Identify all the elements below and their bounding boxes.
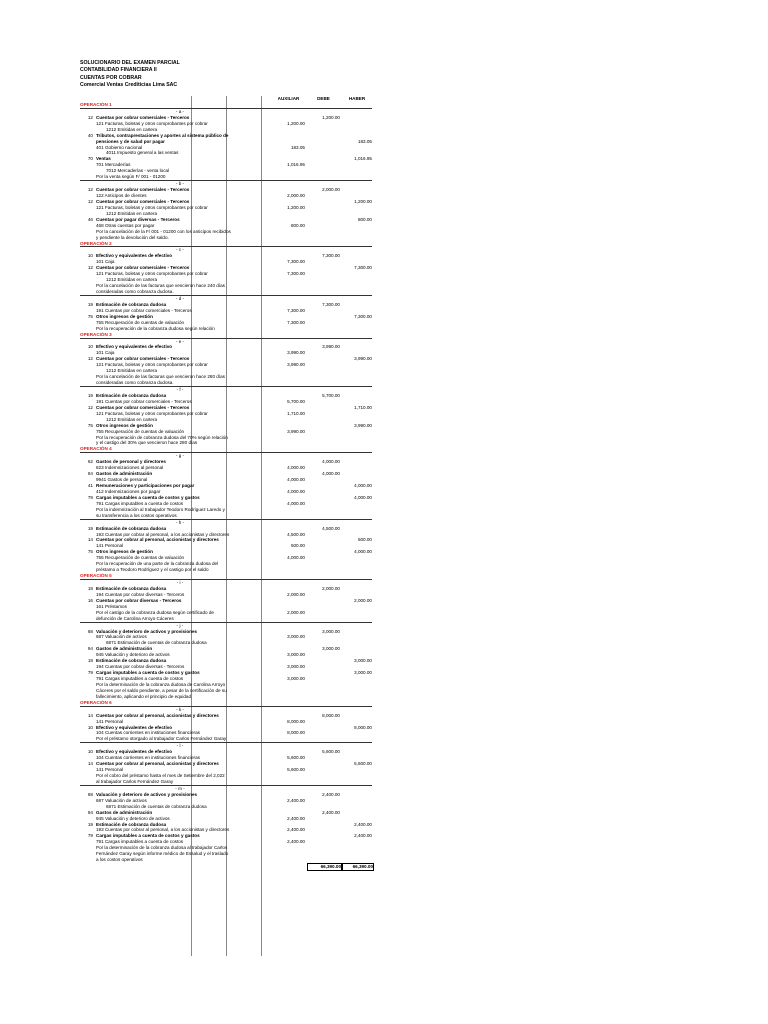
auxiliar-amount: 1,016.95	[287, 162, 305, 168]
auxiliar-amount: 5,700.00	[287, 398, 305, 404]
entry-description: Cargas imputables a cuenta de costos y gastos	[96, 494, 200, 500]
entry-description: 1212 Emitidas en cartera	[106, 126, 158, 132]
entry-description: préstamo a Teodoro Rodríguez y el castigo por el saldo	[96, 567, 209, 573]
header-title: SOLUCIONARIO DEL EXAMEN PARCIAL	[80, 60, 180, 66]
entry-description: 121 Facturas, boletas y otros comprobantes por cobrar	[96, 362, 208, 368]
entry-description: 755 Recuperación de cuentas de valuación	[96, 428, 185, 434]
debe-amount: 2,400.00	[322, 791, 340, 797]
entry-description: 755 Recuperación de cuentas de valuación	[96, 319, 185, 325]
account-code: 46	[87, 216, 93, 222]
entry-description: Gastos de administración	[96, 646, 153, 652]
auxiliar-amount: 800.00	[290, 222, 305, 228]
entry-description: Por el cobro del préstamo hasta el mes de Setiembre del 2,022	[96, 773, 225, 778]
account-code: 79	[87, 670, 93, 676]
entry-description: Cuentas por cobrar al personal, accionistas y directores	[96, 712, 219, 718]
entry-description: 791 Cargas imputables a cuenta de costos	[96, 500, 184, 506]
account-code: 75	[87, 422, 93, 428]
auxiliar-amount: 2,000.00	[287, 609, 305, 615]
entry-description: OPERACIÓN 4	[80, 446, 112, 452]
auxiliar-amount: 1,200.00	[287, 120, 305, 126]
entry-description: 194 Cuentas por cobrar diversas - Terceros	[96, 591, 185, 597]
entry-description: - l -	[176, 743, 184, 749]
entry-description: y pendiente la devolución del saldo.	[96, 234, 169, 240]
entry-marker	[80, 579, 372, 586]
account-code: 70	[87, 156, 93, 162]
entry-description: 401 Gobierno nacional	[96, 144, 143, 150]
debe-amount: 8,000.00	[322, 712, 340, 718]
entry-description: Cargas imputables a cuenta de costos y gastos	[96, 670, 200, 676]
entry-description: 4011 Impuesto general a las ventas	[106, 150, 179, 156]
entry-description: 687 Valuación de activos	[96, 634, 147, 640]
account-code: 94	[87, 471, 93, 477]
col-auxiliar-heading: AUXILIAR	[277, 96, 300, 101]
debe-amount: 3,990.00	[322, 344, 340, 350]
debe-amount: 7,300.00	[322, 253, 340, 259]
account-code: 19	[87, 821, 93, 827]
entry-description: - f -	[176, 387, 184, 392]
auxiliar-amount: 4,000.00	[287, 500, 305, 506]
entry-description: Por la cancelación de la F/ 001 - 01200 con los anticipos recibidos	[96, 228, 231, 234]
auxiliar-amount: 2,400.00	[287, 839, 305, 845]
entry-description: 121 Facturas, boletas y otros comprobantes por cobrar	[96, 120, 208, 126]
auxiliar-amount: 2,000.00	[287, 193, 305, 198]
auxiliar-amount: 3,000.00	[287, 664, 305, 670]
entry-description: Cuentas por cobrar al personal, accionistas y directores	[96, 761, 219, 767]
entry-description: Por la determinación de la cobranza dudosa al trabajador Carlos	[96, 845, 228, 851]
account-code: 19	[87, 658, 93, 664]
account-code: 12	[87, 404, 93, 410]
entry-description: Cuentas por cobrar comerciales - Terceros	[96, 187, 190, 193]
auxiliar-amount: 2,400.00	[287, 827, 305, 833]
entry-description: Ventas	[96, 156, 111, 162]
account-code: 12	[87, 265, 93, 271]
entry-description: - b -	[175, 181, 185, 187]
entry-description: consideradas como cobranza dudosa.	[96, 289, 174, 294]
auxiliar-amount: 3,990.00	[287, 362, 305, 368]
entry-description: Cuentas por cobrar comerciales - Terceros	[96, 114, 190, 120]
auxiliar-amount: 1,710.00	[287, 410, 305, 416]
entry-description: 193 Cuentas por cobrar al personal, a los accionistas y directores	[96, 827, 230, 833]
entry-description: Gastos de personal y directores	[96, 459, 166, 465]
account-code: 10	[87, 749, 93, 755]
account-code: 16	[87, 597, 93, 603]
entry-marker	[80, 519, 372, 526]
account-code: 12	[87, 187, 93, 193]
haber-total: 66,390.00	[342, 863, 374, 871]
haber-amount: 800.00	[357, 216, 372, 222]
entry-description: 122 Anticipos de clientes	[96, 193, 147, 198]
debe-amount: 3,000.00	[322, 646, 340, 652]
haber-amount: 7,300.00	[354, 313, 372, 319]
entry-description: 161 Préstamos	[96, 603, 127, 609]
haber-amount: 3,990.00	[354, 356, 372, 362]
entry-marker	[80, 108, 372, 115]
entry-description: Otros ingresos de gestión	[96, 422, 153, 428]
entry-description: Cuentas por cobrar al personal, accionistas y directores	[96, 537, 219, 543]
entry-description: 7012 Mercaderías - venta local	[106, 168, 170, 174]
haber-amount: 4,000.00	[354, 483, 372, 488]
entry-description: - g -	[175, 453, 185, 459]
entry-description: - i -	[176, 580, 184, 585]
entry-description: Estimación de cobranza dudosa	[96, 821, 167, 827]
auxiliar-amount: 4,500.00	[287, 531, 305, 537]
entry-description: Valuación y deterioro de activos y provisiones	[96, 628, 198, 634]
entry-description: Por la indemnización al trabajador Teodoro Rodríguez Laredo y	[96, 506, 225, 512]
auxiliar-amount: 4,000.00	[287, 555, 305, 561]
entry-description: Estimación de cobranza dudosa	[96, 392, 167, 398]
entry-description: 141 Personal	[96, 543, 124, 549]
entry-description: Efectivo y equivalentes de efectivo	[96, 749, 173, 755]
entry-description: OPERACIÓN 3	[80, 331, 112, 337]
entry-description: al trabajador Carlos Fernández Garay	[96, 778, 174, 784]
entry-description: Estimación de cobranza dudosa	[96, 658, 167, 664]
haber-amount: 1,200.00	[354, 198, 372, 204]
auxiliar-amount: 4,000.00	[287, 465, 305, 471]
header-course: CONTABILIDAD FINANCIERA II	[80, 67, 157, 74]
haber-amount: 2,400.00	[354, 821, 372, 827]
auxiliar-amount: 5,600.00	[287, 755, 305, 761]
debe-total: 66,390.00	[307, 863, 342, 871]
entry-description: Efectivo y equivalentes de efectivo	[96, 253, 173, 259]
entry-description: - c -	[176, 247, 184, 253]
entry-description: 945 Valuación y deterioro de activos	[96, 652, 170, 658]
entry-marker	[80, 785, 372, 792]
haber-amount: 5,600.00	[354, 761, 372, 767]
entry-description: 101 Caja	[96, 350, 115, 356]
col-debe-heading: DEBE	[317, 96, 330, 101]
entry-description: Estimación de cobranza dudosa	[96, 301, 167, 307]
debe-amount: 4,000.00	[322, 459, 340, 465]
entry-description: Por la cancelación de las facturas que vencieron hace 240 días	[96, 283, 225, 289]
entry-description: Otros ingresos de gestión	[96, 313, 153, 319]
account-code: 79	[87, 494, 93, 500]
auxiliar-amount: 7,300.00	[287, 307, 305, 313]
entry-description: 121 Facturas, boletas y otros comprobantes por cobrar	[96, 204, 208, 210]
debe-amount: 4,500.00	[322, 525, 340, 531]
entry-description: Por el castigo de la cobranza dudosa según certificado de	[96, 609, 214, 615]
haber-amount: 500.00	[357, 537, 372, 543]
auxiliar-amount: 8,000.00	[287, 730, 305, 736]
entry-marker	[80, 452, 372, 459]
document-header	[80, 60, 372, 89]
entry-description: 191 Cuentas por cobrar comerciales - Terceros	[96, 307, 192, 313]
entry-description: Por la cancelación de las facturas que vencieron hace 280 días	[96, 374, 225, 380]
entry-description: 121 Facturas, boletas y otros comprobantes por cobrar	[96, 410, 208, 416]
journal-ledger	[80, 96, 372, 869]
haber-amount: 1,016.95	[354, 156, 372, 162]
entry-description: - h -	[175, 519, 185, 525]
entry-description: pensiones y de salud por pagar	[96, 138, 165, 144]
haber-amount: 1,710.00	[354, 404, 372, 410]
header-company: Comercial Ventas Crediticias Lima SAC	[80, 81, 178, 88]
entry-marker	[80, 295, 372, 302]
account-code: 62	[87, 459, 93, 465]
account-code: 75	[87, 313, 93, 319]
entry-description: 1212 Emitidas en cartera	[106, 277, 158, 283]
entry-description: consideradas como cobranza dudosa.	[96, 380, 174, 386]
entry-description: - a -	[175, 108, 185, 114]
haber-amount: 4,000.00	[354, 494, 372, 500]
account-code: 79	[87, 833, 93, 839]
debe-amount: 3,000.00	[322, 628, 340, 634]
account-code: 12	[87, 198, 93, 204]
account-code: 10	[87, 253, 93, 259]
entry-description: Cuentas por cobrar comerciales - Terceros	[96, 404, 190, 410]
entry-description: Por la recuperación de cobranza dudosa del 70% según relación	[96, 434, 228, 440]
entry-description: 141 Personal	[96, 718, 124, 724]
entry-description: 945 Valuación y deterioro de activos	[96, 815, 170, 821]
haber-amount: 4,000.00	[354, 549, 372, 555]
debe-amount: 5,700.00	[322, 392, 340, 398]
auxiliar-amount: 2,000.00	[287, 591, 305, 597]
entry-description: 1212 Emitidas en cartera	[106, 416, 158, 422]
entry-description: 623 Indemnizaciones al personal	[96, 465, 164, 471]
auxiliar-amount: 1,200.00	[287, 204, 305, 210]
entry-description: Por la recuperación de la cobranza dudosa según relación	[96, 325, 215, 331]
entry-marker	[80, 386, 372, 393]
auxiliar-amount: 7,300.00	[287, 319, 305, 325]
account-code: 75	[87, 549, 93, 555]
entry-description: - m -	[175, 785, 185, 791]
entry-description: 412 Indemnizaciones por pagar	[96, 488, 161, 494]
entry-marker	[80, 706, 372, 713]
entry-description: OPERACIÓN 5	[80, 573, 112, 579]
entry-description: 191 Cuentas por cobrar comerciales - Terceros	[96, 398, 192, 404]
entry-description: 104 Cuentas corrientes en instituciones financieras	[96, 730, 200, 736]
entry-description: Cuentas por cobrar comerciales - Terceros	[96, 356, 190, 362]
entry-description: Por la determinación de la cobranza dudosa de Carolina Arroyo	[96, 681, 226, 687]
entry-marker	[80, 742, 372, 749]
col-haber-heading: HABER	[348, 96, 366, 101]
entry-description: Por el préstamo otorgado al trabajador Carlos Fernández Garay	[96, 736, 227, 742]
auxiliar-amount: 3,000.00	[287, 652, 305, 658]
entry-description: 9941 Gastos de personal	[96, 477, 148, 483]
entry-description: Gastos de administración	[96, 471, 153, 477]
haber-amount: 183.05	[357, 138, 372, 144]
entry-description: 121 Facturas, boletas y otros comprobantes por cobrar	[96, 271, 208, 277]
account-code: 14	[87, 537, 93, 543]
totals-row	[80, 863, 372, 869]
auxiliar-amount: 3,000.00	[287, 634, 305, 640]
entry-description: 101 Caja	[96, 259, 115, 265]
entry-description: Fernández Garay según informe médico de Essalud y el traslado	[96, 851, 229, 857]
account-code: 14	[87, 712, 93, 718]
account-code: 68	[87, 628, 93, 634]
entry-description: Por la recuperación de una parte de la cobranza dudosa del	[96, 561, 219, 567]
entry-description: 141 Personal	[96, 767, 124, 773]
debe-amount: 4,000.00	[322, 471, 340, 477]
haber-amount: 3,000.00	[354, 658, 372, 664]
entry-description: Cáceres por el saldo pendiente, a pesar de la certificación de su	[96, 687, 227, 693]
account-code: 14	[87, 761, 93, 767]
account-code: 10	[87, 724, 93, 730]
entry-description: Cuentas por cobrar comerciales - Terceros	[96, 198, 190, 204]
entry-description: 194 Cuentas por cobrar diversas - Terceros	[96, 664, 185, 670]
account-code: 12	[87, 356, 93, 362]
account-code: 40	[87, 132, 93, 138]
account-code: 19	[87, 585, 93, 591]
auxiliar-amount: 3,990.00	[287, 428, 305, 434]
entry-description: Remuneraciones y participaciones por pagar	[96, 483, 195, 488]
entry-description: Cuentas por cobrar comerciales - Terceros	[96, 265, 190, 271]
entry-marker	[80, 338, 372, 345]
account-code: 94	[87, 646, 93, 652]
entry-description: Estimación de cobranza dudosa	[96, 525, 167, 531]
entry-description: 1212 Emitidas en cartera	[106, 368, 158, 374]
entry-description: 468 Otras cuentas por pagar	[96, 222, 155, 228]
account-code: 94	[87, 809, 93, 815]
entry-marker	[80, 180, 372, 187]
entry-description: 6871 Estimación de cuentas de cobranza dudosa	[106, 803, 207, 809]
account-code: 12	[87, 114, 93, 120]
auxiliar-amount: 2,400.00	[287, 815, 305, 821]
entry-description: 193 Cuentas por cobrar al personal, a los accionistas y directores	[96, 531, 230, 537]
entry-description: Tributos, contraprestaciones y aportes al sistema público de	[96, 132, 229, 138]
entry-description: OPERACIÓN 2	[80, 240, 112, 246]
entry-description: 687 Valuación de activos	[96, 797, 147, 803]
entry-description: Cuentas por pagar diversas - Terceros	[96, 216, 180, 222]
haber-amount: 3,990.00	[354, 422, 372, 428]
auxiliar-amount: 4,000.00	[287, 477, 305, 483]
haber-amount: 8,000.00	[354, 724, 372, 730]
auxiliar-amount: 3,000.00	[287, 676, 305, 681]
auxiliar-amount: 500.00	[290, 543, 305, 549]
entry-description: - d -	[175, 295, 185, 301]
entry-description: Efectivo y equivalentes de efectivo	[96, 724, 173, 730]
haber-amount: 2,000.00	[354, 597, 372, 603]
entry-marker	[80, 622, 372, 629]
auxiliar-amount: 7,300.00	[287, 259, 305, 265]
header-topic: CUENTAS POR COBRAR	[80, 74, 142, 81]
account-code: 10	[87, 344, 93, 350]
account-code: 19	[87, 392, 93, 398]
auxiliar-amount: 7,300.00	[287, 271, 305, 277]
entry-description: Cuentas por cobrar diversas - Terceros	[96, 597, 182, 603]
auxiliar-amount: 183.05	[290, 144, 305, 150]
entry-description: 791 Cargas imputables a cuenta de costos	[96, 676, 184, 681]
entry-description: 791 Cargas imputables a cuenta de costos	[96, 839, 184, 845]
debe-amount: 5,600.00	[322, 749, 340, 755]
entry-description: Otros ingresos de gestión	[96, 549, 153, 555]
entry-description: - j -	[176, 622, 184, 628]
debe-amount: 2,000.00	[322, 187, 340, 193]
entry-description: 104 Cuentas corrientes en instituciones financieras	[96, 755, 200, 761]
entry-description: OPERACIÓN 6	[80, 699, 112, 705]
entry-description: Gastos de administración	[96, 809, 153, 815]
entry-description: Por la venta según F/ 001 - 01200	[96, 174, 166, 180]
auxiliar-amount: 5,600.00	[287, 767, 305, 773]
entry-description: Efectivo y equivalentes de efectivo	[96, 344, 173, 350]
entry-description: y el castigo del 30% que vencieron hace 280 días	[96, 440, 198, 446]
debe-amount: 1,200.00	[322, 114, 340, 120]
entry-description: su transferencia a los costos operativos	[96, 512, 177, 518]
entry-marker	[80, 246, 372, 253]
haber-amount: 2,400.00	[354, 833, 372, 839]
debe-amount: 7,300.00	[322, 301, 340, 307]
entry-description: - k -	[176, 706, 184, 712]
auxiliar-amount: 3,990.00	[287, 350, 305, 356]
haber-amount: 7,300.00	[354, 265, 372, 271]
entry-description: 1212 Emitidas en cartera	[106, 210, 158, 216]
account-code: 19	[87, 301, 93, 307]
entry-description: OPERACIÓN 1	[80, 101, 112, 107]
auxiliar-amount: 4,000.00	[287, 488, 305, 494]
haber-amount: 3,000.00	[354, 670, 372, 676]
entry-description: 6871 Estimación de cuentas de cobranza dudosa	[106, 640, 207, 646]
account-code: 68	[87, 791, 93, 797]
entry-description: Cargas imputables a cuenta de costos y gastos	[96, 833, 200, 839]
entry-description: a los costos operativos	[96, 857, 143, 863]
entry-description: 755 Recuperación de cuentas de valuación	[96, 555, 185, 561]
debe-amount: 2,400.00	[322, 809, 340, 815]
entry-description: defunción de Carolina Arroyo Cáceres	[96, 615, 174, 621]
entry-description: fallecimiento, aplicando el principio de equidad	[96, 693, 191, 699]
entry-description: Estimación de cobranza dudosa	[96, 585, 167, 591]
entry-description: Valuación y deterioro de activos y provisiones	[96, 791, 198, 797]
entry-description: 701 Mercaderías	[96, 162, 131, 168]
auxiliar-amount: 8,000.00	[287, 718, 305, 724]
auxiliar-amount: 2,400.00	[287, 797, 305, 803]
account-code: 41	[87, 483, 93, 488]
account-code: 19	[87, 525, 93, 531]
debe-amount: 2,000.00	[322, 585, 340, 591]
entry-description: - e -	[175, 338, 185, 344]
